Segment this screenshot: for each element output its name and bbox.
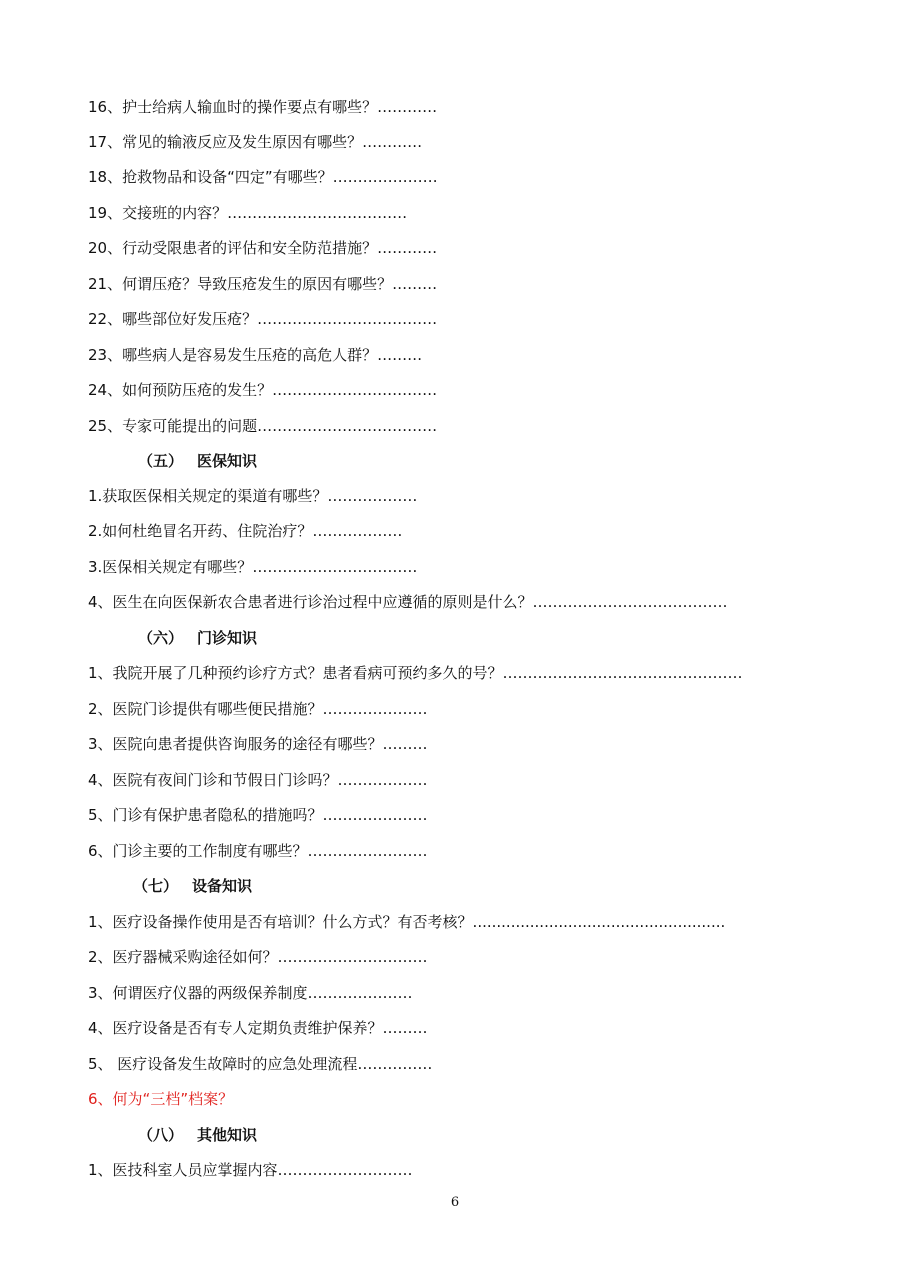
list-item-highlighted: 6、何为“三档”档案？ xyxy=(88,1090,234,1108)
list-item: 18、抢救物品和设备“四定”有哪些？………………… xyxy=(88,168,438,186)
list-item: 22、哪些部位好发压疮？……………………………… xyxy=(88,310,438,328)
list-item: 1.获取医保相关规定的渠道有哪些？……………… xyxy=(88,487,418,505)
page-number: 6 xyxy=(450,1195,460,1210)
list-item: 5、门诊有保护患者隐私的措施吗？………………… xyxy=(88,806,428,824)
list-item: 3.医保相关规定有哪些？…………………………… xyxy=(88,558,418,576)
section-title: 门诊知识 xyxy=(197,629,258,647)
list-item: 2.如何杜绝冒名开药、住院治疗？……………… xyxy=(88,522,403,540)
section-heading-equipment xyxy=(133,876,252,896)
section-heading-other xyxy=(138,1125,257,1145)
section-number: （六） xyxy=(138,629,184,647)
list-item: 24、如何预防压疮的发生？…………………………… xyxy=(88,381,438,399)
list-item: 2、医院门诊提供有哪些便民措施？………………… xyxy=(88,700,428,718)
section-title: 设备知识 xyxy=(192,877,253,895)
list-item: 3、何谓医疗仪器的两级保养制度………………… xyxy=(88,984,413,1002)
list-item: 21、何谓压疮？导致压疮发生的原因有哪些？……… xyxy=(88,275,438,293)
list-item: 4、医院有夜间门诊和节假日门诊吗？……………… xyxy=(88,771,428,789)
section-heading-outpatient xyxy=(138,628,257,648)
list-item: 25、专家可能提出的问题……………………………… xyxy=(88,417,438,435)
list-item: 4、医疗设备是否有专人定期负责维护保养？……… xyxy=(88,1019,428,1037)
section-number: （七） xyxy=(133,877,179,895)
section-title: 医保知识 xyxy=(197,452,258,470)
list-item: 23、哪些病人是容易发生压疮的高危人群？……… xyxy=(88,346,423,364)
list-item: 5、 医疗设备发生故障时的应急处理流程…………… xyxy=(88,1055,433,1073)
section-number: （八） xyxy=(138,1126,184,1144)
list-item: 19、交接班的内容？……………………………… xyxy=(88,204,408,222)
section-heading-medical-insurance xyxy=(138,451,257,471)
list-item: 1、我院开展了几种预约诊疗方式？患者看病可预约多久的号？………………………………………… xyxy=(88,664,743,682)
list-item: 2、医疗器械采购途径如何？………………………… xyxy=(88,948,428,966)
list-item: 3、医院向患者提供咨询服务的途径有哪些？……… xyxy=(88,735,428,753)
list-item: 4、医生在向医保新农合患者进行诊治过程中应遵循的原则是什么？………………………………… xyxy=(88,593,728,611)
list-item: 17、常见的输液反应及发生原因有哪些？………… xyxy=(88,133,423,151)
list-item: 1、医技科室人员应掌握内容……………………… xyxy=(88,1161,413,1179)
list-item: 16、护士给病人输血时的操作要点有哪些？………… xyxy=(88,98,438,116)
section-number: （五） xyxy=(138,452,184,470)
list-item: 1、医疗设备操作使用是否有培训？什么方式？有否考核？..................................................... xyxy=(88,913,726,931)
list-item: 20、行动受限患者的评估和安全防范措施？………… xyxy=(88,239,438,257)
list-item: 6、门诊主要的工作制度有哪些？…………………… xyxy=(88,842,428,860)
section-title: 其他知识 xyxy=(197,1126,258,1144)
